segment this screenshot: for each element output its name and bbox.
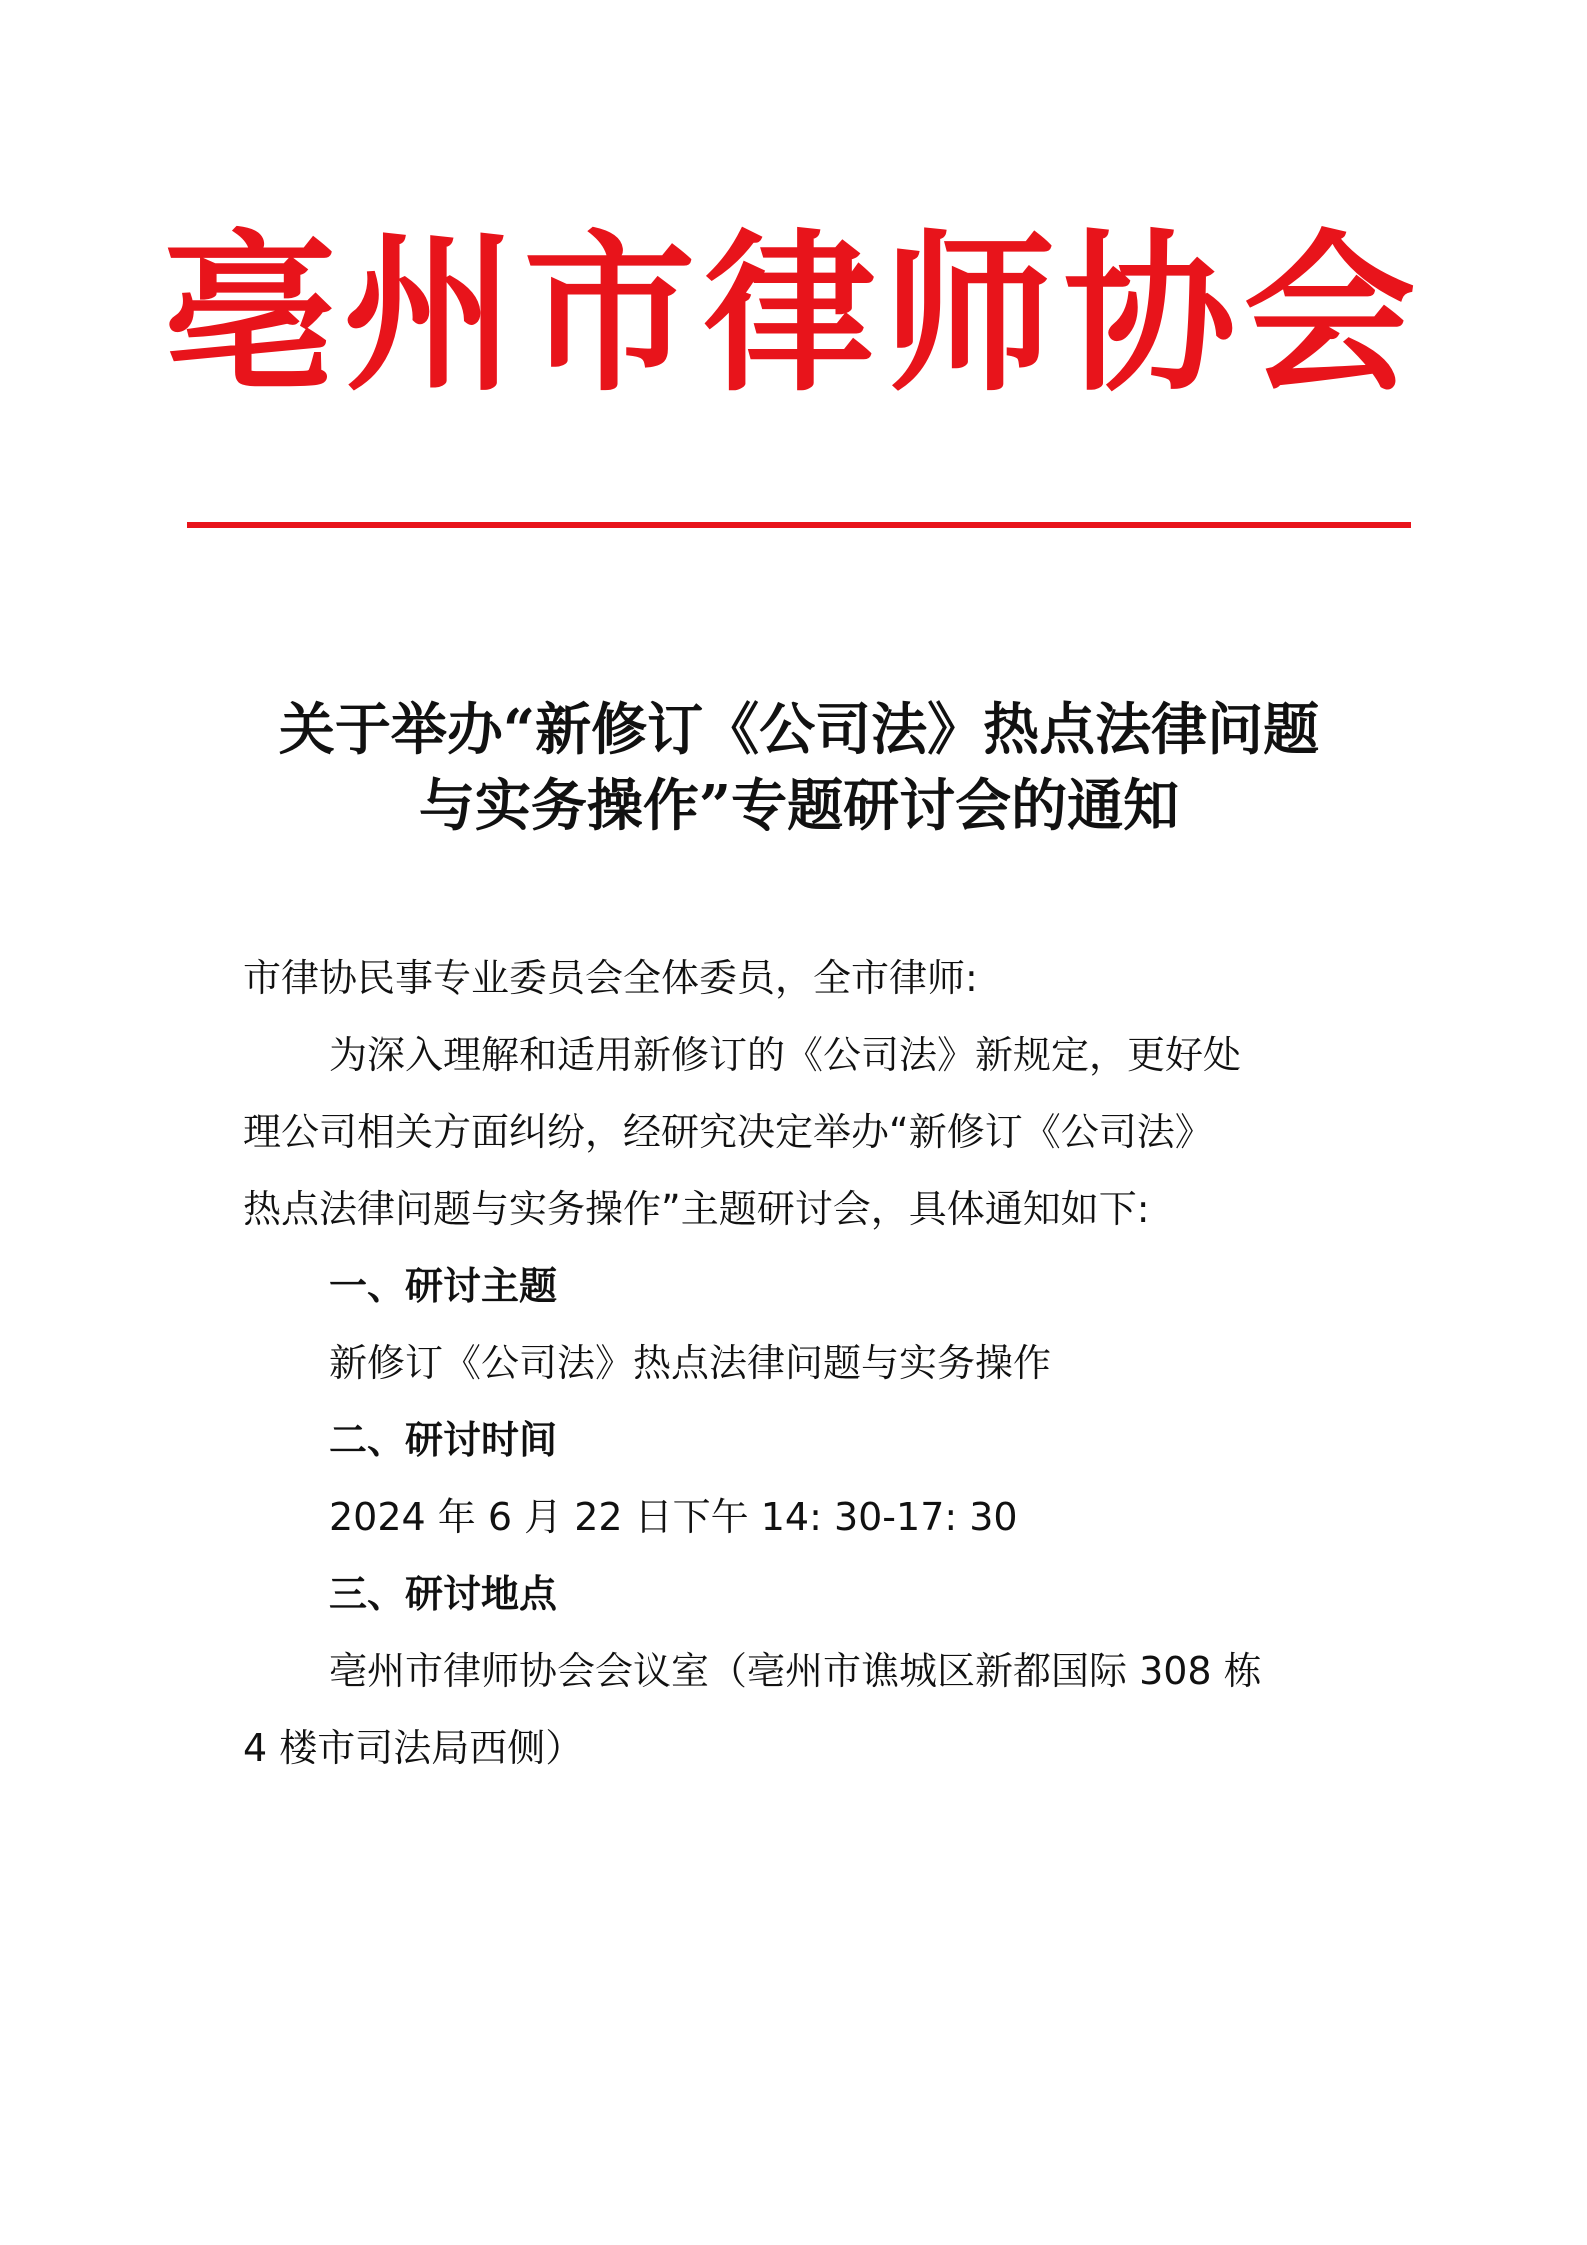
- red-divider-line: [187, 522, 1411, 528]
- section-heading-topic: 一、研讨主题: [329, 1264, 558, 1308]
- document-title-line-1: 关于举办“新修订《公司法》热点法律问题: [278, 697, 1320, 763]
- section-text-location: 亳州市律师协会会议室（亳州市谯城区新都国际 308 栋: [329, 1649, 1262, 1693]
- section-text-topic: 新修订《公司法》热点法律问题与实务操作: [329, 1341, 1052, 1385]
- masthead-organization-name: 亳州市律师协会: [163, 212, 1424, 415]
- salutation: 市律协民事专业委员会全体委员，全市律师:: [243, 956, 978, 1000]
- section-text-time: 2024 年 6 月 22 日下午 14: 30-17: 30: [329, 1495, 1018, 1539]
- section-heading-location: 三、研讨地点: [329, 1572, 558, 1616]
- document-title: [187, 692, 1411, 844]
- document-body: [243, 940, 1353, 1787]
- intro-paragraph-line: 热点法律问题与实务操作”主题研讨会，具体通知如下:: [243, 1187, 1150, 1231]
- intro-paragraph-line: 理公司相关方面纠纷，经研究决定举办“新修订《公司法》: [243, 1110, 1213, 1154]
- section-heading-time: 二、研讨时间: [329, 1418, 558, 1462]
- intro-paragraph-line: 为深入理解和适用新修订的《公司法》新规定，更好处: [329, 1033, 1242, 1077]
- document-title-line-2: 与实务操作”专题研讨会的通知: [418, 773, 1180, 839]
- section-text-location: 4 楼市司法局西侧）: [243, 1726, 584, 1770]
